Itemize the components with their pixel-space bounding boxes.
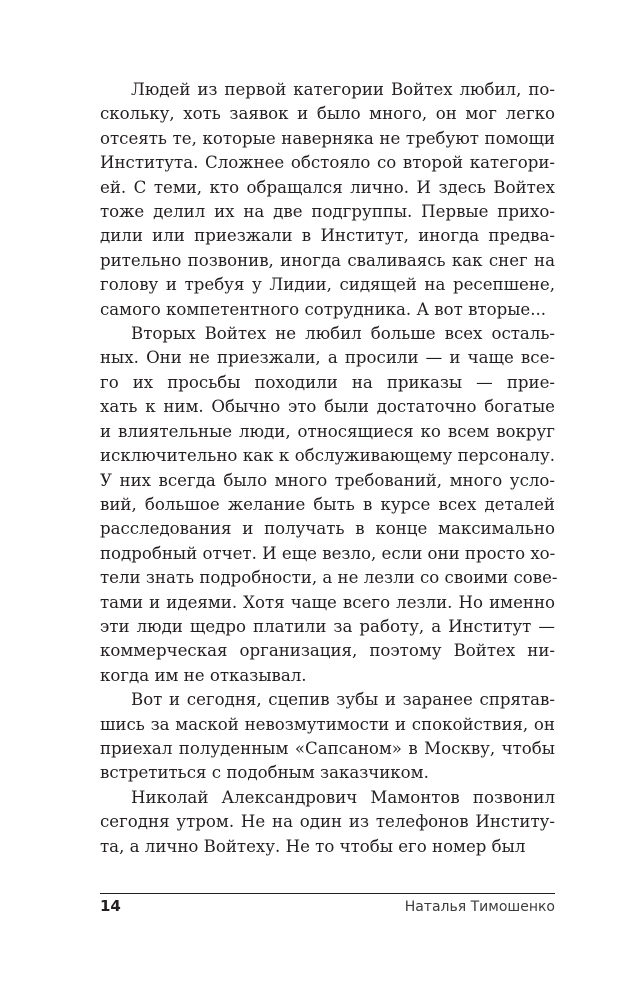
text-line: тами и идеями. Хотя чаще всего лезли. Но именно [100, 592, 555, 612]
text-line: эти люди щедро платили за работу, а Институт — [100, 616, 555, 636]
text-line: хать к ним. Обычно это были достаточно богатые [100, 397, 555, 417]
text-line: У них всегда было много требований, много усло- [100, 470, 555, 490]
text-line: дили или приезжали в Институт, иногда предва- [100, 226, 555, 246]
text-line: Института. Сложнее обстояло со второй категори- [100, 153, 555, 173]
text-line: Вот и сегодня, сцепив зубы и заранее спрятав- [131, 690, 555, 710]
text-line: коммерческая организация, поэтому Войтех ни- [100, 641, 555, 661]
text-line: самого компетентного сотрудника. А вот вторые... [100, 299, 547, 319]
paragraph [100, 78, 555, 322]
text-line: Николай Александрович Мамонтов позвонил [131, 787, 555, 807]
text-line: исключительно как к обслуживающему персоналу. [100, 446, 555, 466]
text-line: и влиятельные люди, относящиеся ко всем вокруг [100, 421, 555, 441]
page-body [100, 78, 558, 859]
page-number: 14 [100, 897, 121, 915]
text-line: шись за маской невозмутимости и спокойствия, он [100, 714, 555, 734]
text-line: Вторых Войтех не любил больше всех осталь- [131, 324, 555, 344]
text-line: подробный отчет. И еще везло, если они просто хо- [100, 543, 556, 563]
text-line: когда им не отказывал. [100, 665, 307, 685]
text-line: голову и требуя у Лидии, сидящей на ресепшене, [100, 275, 555, 295]
footer-rule [100, 893, 555, 894]
text-line: тоже делил их на две подгруппы. Первые прихо- [100, 202, 555, 222]
text-line: ных. Они не приезжали, а просили — и чаще все- [100, 348, 555, 368]
text-line: тели знать подробности, а не лезли со своими сове- [100, 568, 558, 588]
page-footer [100, 897, 555, 915]
paragraph [100, 322, 558, 688]
text-line: рительно позвонив, иногда сваливаясь как снег на [100, 250, 555, 270]
running-head-author: Наталья Тимошенко [404, 899, 555, 915]
text-line: Людей из первой категории Войтех любил, по- [131, 80, 555, 99]
text-line: ей. С теми, кто обращался лично. И здесь Войтех [100, 177, 555, 197]
paragraph [100, 688, 555, 786]
text-line: отсеять те, которые наверняка не требуют помощи [100, 128, 555, 148]
text-line: го их просьбы походили на приказы — прие- [100, 372, 555, 392]
text-line: скольку, хоть заявок и было много, он мог легко [100, 104, 555, 124]
paragraph [100, 786, 555, 859]
text-line: вий, большое желание быть в курсе всех деталей [100, 494, 555, 514]
text-line: расследования и получать в конце максимально [100, 519, 555, 539]
text-line: приехал полуденным «Сапсаном» в Москву, чтобы [100, 738, 555, 758]
text-line: встретиться с подобным заказчиком. [100, 763, 429, 783]
text-line: та, а лично Войтеху. Не то чтобы его номер был [100, 836, 526, 856]
text-line: сегодня утром. Не на один из телефонов Институ- [100, 812, 555, 832]
